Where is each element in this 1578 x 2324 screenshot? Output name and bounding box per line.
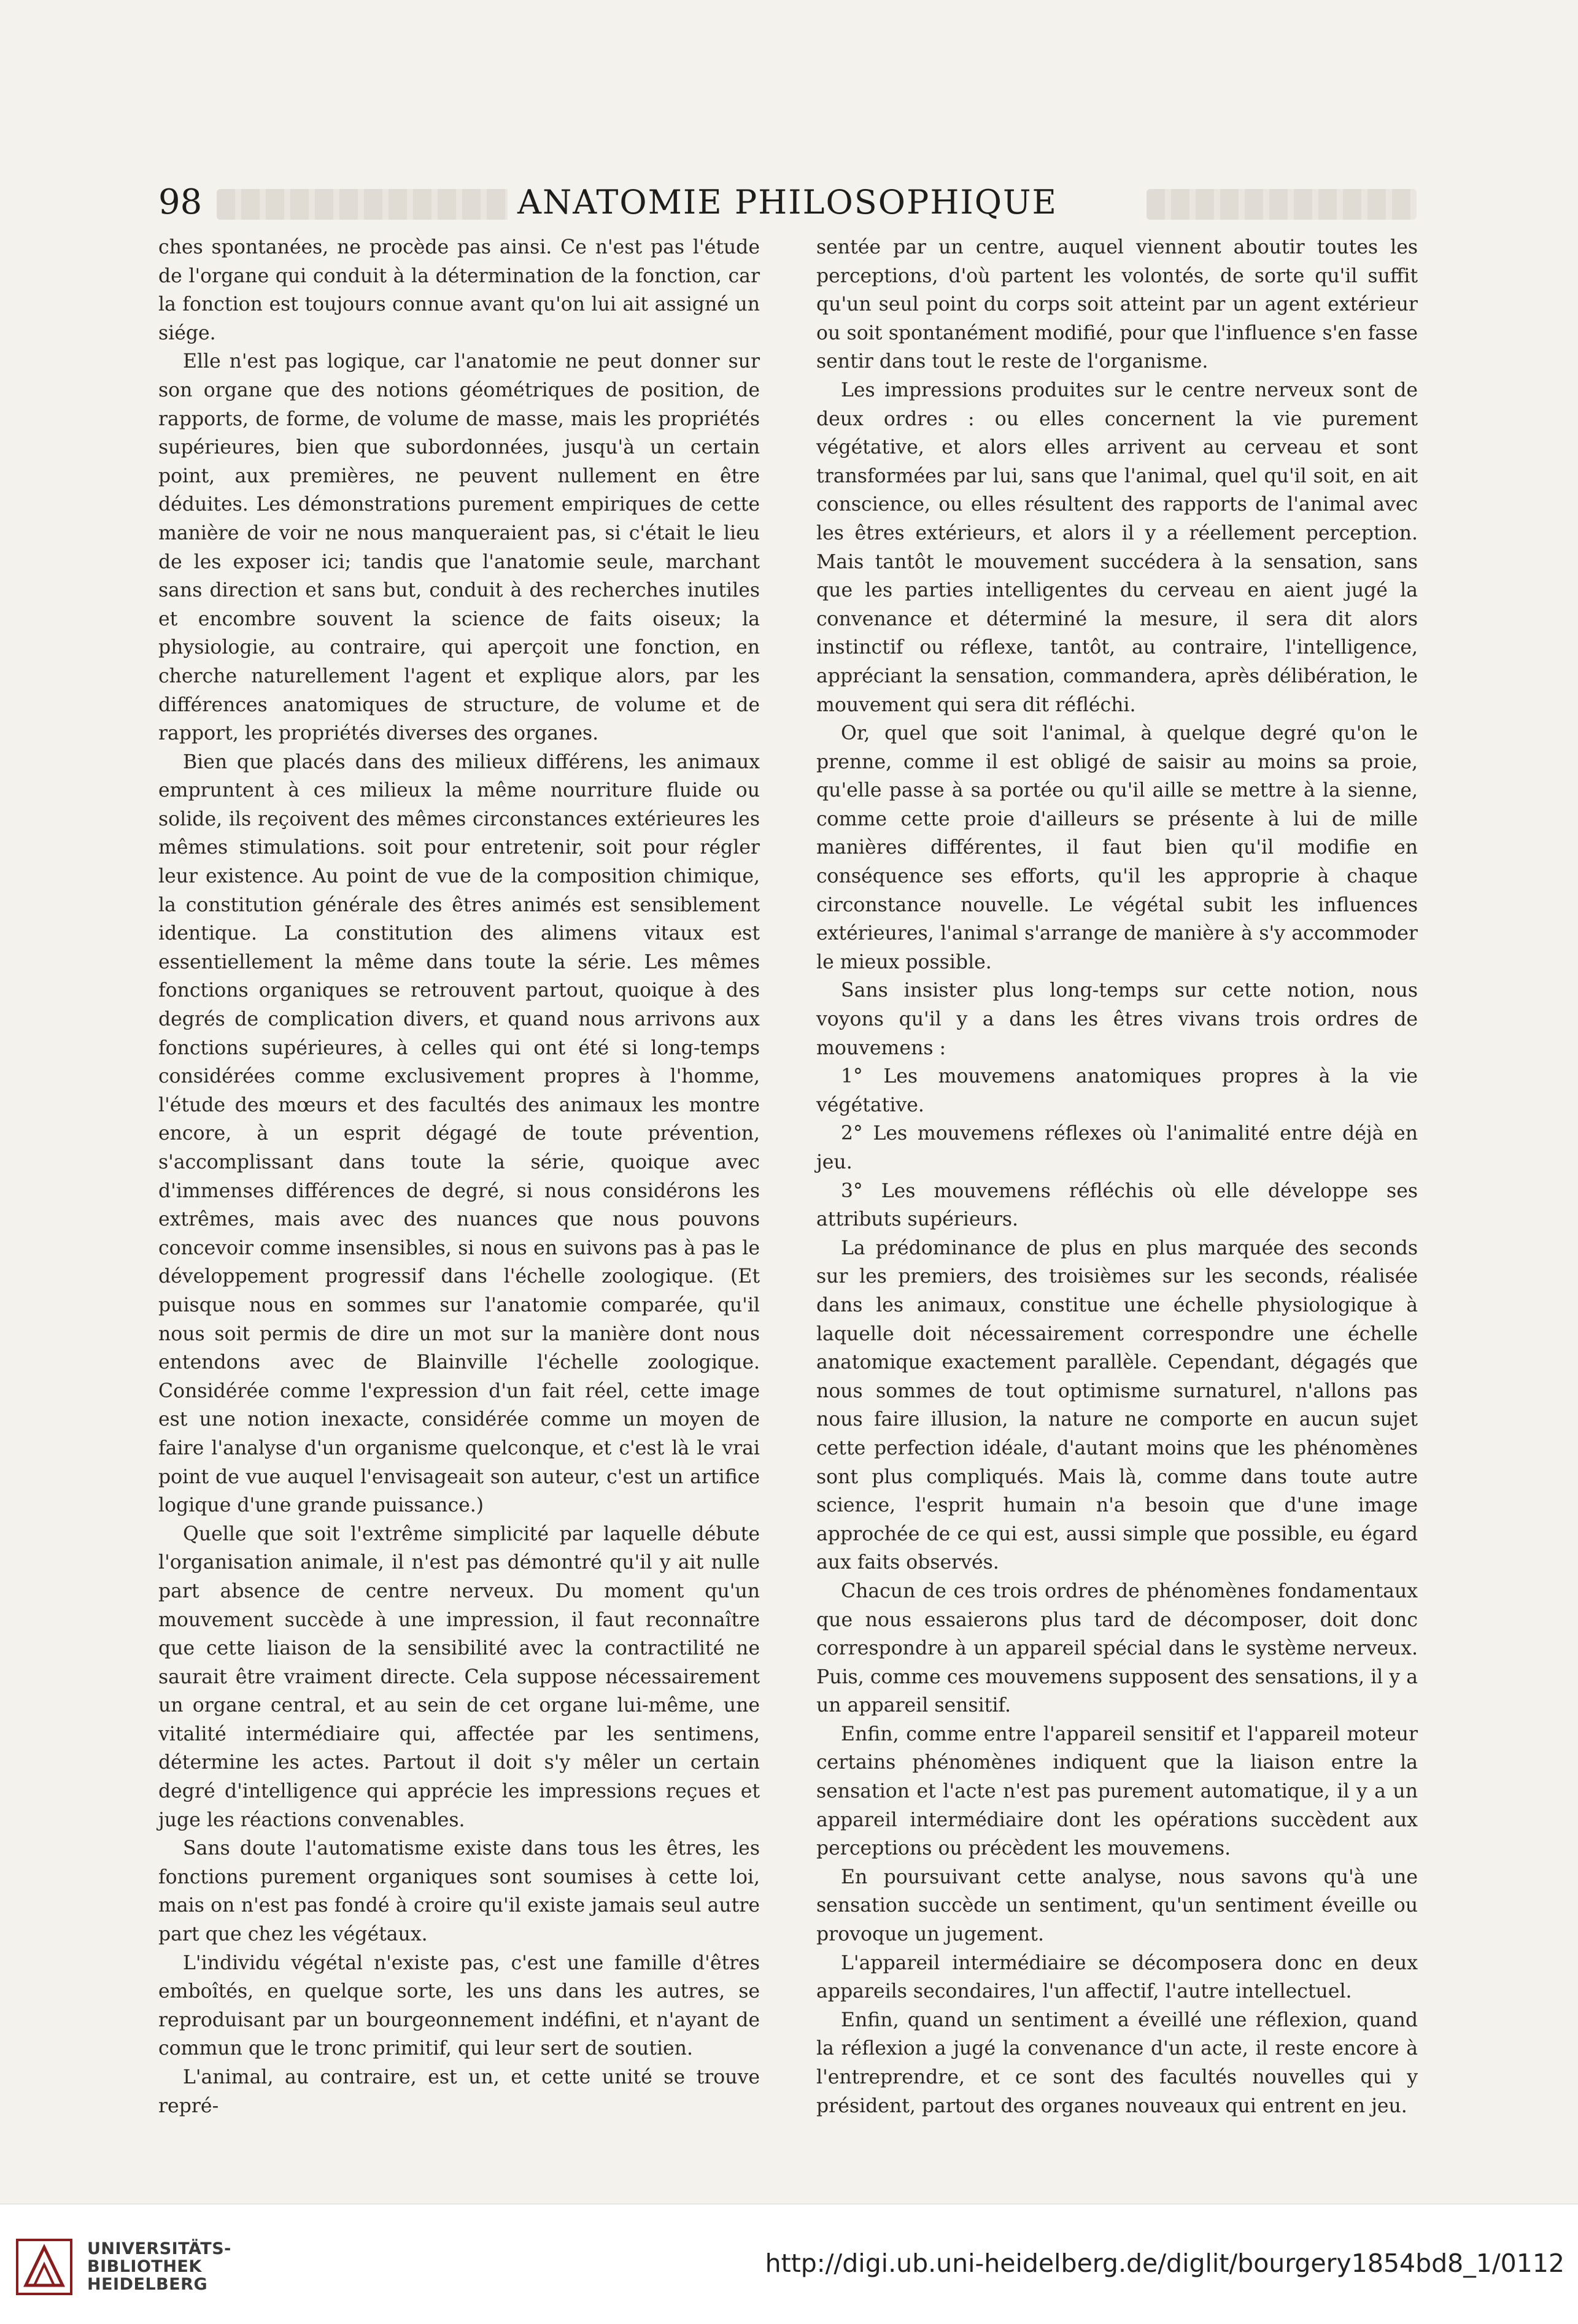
library-name-line-1: UNIVERSITÄTS-	[87, 2239, 231, 2258]
right-list-item-2: 2° Les mouvemens réflexes où l'animalité entre déjà en jeu.	[816, 1122, 1418, 1173]
left-paragraph-6: L'individu végétal n'existe pas, c'est une famille d'êtres emboîtés, en quelque sorte, les uns dans les autres, se reproduisant par un bourgeonnement indéfini, et n'ayant de commun que le tronc primitif, qui leur sert de soutien.	[158, 1951, 760, 2060]
right-paragraph-8: En poursuivant cette analyse, nous savons qu'à une sensation succède un sentiment, qu'un sentiment éveille ou provoque un jugement.	[816, 1866, 1418, 1946]
library-name-line-3: HEIDELBERG	[87, 2275, 208, 2294]
left-paragraph-1: ches spontanées, ne procède pas ainsi. Ce n'est pas l'étude de l'organe qui conduit à la détermination de la fonction, car la fonction est toujours connue avant qu'on lui ait assigné un siége.	[158, 236, 760, 344]
right-paragraph-6: Chacun de ces trois ordres de phénomènes fondamentaux que nous essaierons plus tard de décomposer, doit donc correspondre à un appareil spécial dans le système nerveux. Puis, comme ces mouvemens supposent des sensations, il y a un appareil sensitif.	[816, 1580, 1418, 1717]
permalink-url[interactable]: http://digi.ub.uni-heidelberg.de/diglit/bourgery1854bd8_1/0112	[765, 2249, 1564, 2278]
right-paragraph-3: Or, quel que soit l'animal, à quelque degré qu'on le prenne, comme il est obligé de saisir au moins sa proie, qu'elle passe à sa portée ou qu'il aille se mettre à la sienne, comme cette proie d'ailleurs se présente à lui de mille manières différentes, il faut bien qu'il modifie en conséquence ses efforts, qu'il les approprie à chaque circonstance nouvelle. Le végétal subit les influences extérieures, l'animal s'arrange de manière à s'y accommoder le mieux possible.	[816, 722, 1418, 973]
running-title-text: ANATOMIE PHILOSOPHIQUE	[508, 183, 1067, 222]
right-paragraph-4: Sans insister plus long-temps sur cette notion, nous voyons qu'il y a dans les êtres vivans trois ordres de mouvemens :	[816, 979, 1418, 1059]
right-paragraph-7: Enfin, comme entre l'appareil sensitif et l'appareil moteur certains phénomènes indiquent que la liaison entre la sensation et l'acte n'est pas purement automatique, il y a un appareil intermédiaire dont les opérations succèdent aux perceptions ou précèdent les mouvemens.	[816, 1723, 1418, 1860]
right-list-item-1: 1° Les mouvemens anatomiques propres à la vie végétative.	[816, 1065, 1418, 1116]
left-paragraph-4: Quelle que soit l'extrême simplicité par laquelle débute l'organisation animale, il n'est pas démontré qu'il y ait nulle part absence de centre nerveux. Du moment qu'un mouvement succède à une impression, il faut reconnaître que cette liaison de la sensibilité avec la contractilité ne saurait être vraiment directe. Cela suppose nécessairement un organe central, et au sein de cet organe lui-même, une vitalité intermédiaire qui, affectée par les sentimens, détermine les actes. Partout il doit s'y mêler un certain degré d'intelligence qui apprécie les impressions reçues et juge les réactions convenables.	[158, 1523, 760, 1831]
left-paragraph-5: Sans doute l'automatisme existe dans tous les êtres, les fonctions purement organiques sont soumises à cette loi, mais on n'est pas fondé à croire qu'il existe jamais seul autre part que chez les végétaux.	[158, 1837, 760, 1946]
right-paragraph-10: Enfin, quand un sentiment a éveillé une réflexion, quand la réflexion a jugé la convenance d'un acte, il reste encore à l'entreprendre, et ce sont des facultés nouvelles qui y président, partout des organes nouveaux qui entrent en jeu.	[816, 2009, 1418, 2117]
library-name[interactable]	[87, 2240, 231, 2293]
right-list-item-3: 3° Les mouvemens réfléchis où elle développe ses attributs supérieurs.	[816, 1179, 1418, 1231]
right-text-column	[816, 233, 1418, 2120]
left-paragraph-2: Elle n'est pas logique, car l'anatomie ne peut donner sur son organe que des notions géométriques de position, de rapports, de forme, de volume de masse, mais les propriétés supérieures, bien que subordonnées, jusqu'à un certain point, aux premières, ne peuvent nullement en être déduites. Les démonstrations purement empiriques de cette manière de voir ne nous manqueraient pas, si c'était le lieu de les exposer ici; tandis que l'anatomie seule, marchant sans direction et sans but, conduit à des recherches inutiles et encombre souvent la science de faits oiseux; la physiologie, au contraire, qui aperçoit une fonction, en cherche naturellement l'agent et explique alors, par les différences anatomiques de structure, de volume et de rapport, les propriétés diverses des organes.	[158, 350, 760, 745]
right-paragraph-2: Les impressions produites sur le centre nerveux sont de deux ordres : ou elles concernent la vie purement végétative, et alors elles arrivent au cerveau et sont transformées par lui, sans que l'animal, quel qu'il soit, en ait conscience, ou elles résultent des rapports de l'animal avec les êtres extérieurs, et alors il y a réellement perception. Mais tantôt le mouvement succédera à la sensation, sans que les parties intelligentes du cerveau en aient jugé la convenance et déterminé la mesure, il sera dit alors instinctif ou réflexe, tantôt, au contraire, l'intelligence, appréciant la sensation, commandera, après délibération, le mouvement qui sera dit réfléchi.	[816, 379, 1418, 716]
page-header	[158, 178, 1417, 227]
left-paragraph-7: L'animal, au contraire, est un, et cette unité se trouve repré-	[158, 2066, 760, 2117]
library-name-line-2: BIBLIOTHEK	[87, 2257, 202, 2276]
library-footer	[0, 2204, 1578, 2324]
university-seal-icon[interactable]	[16, 2239, 72, 2295]
left-text-column	[158, 233, 760, 2120]
right-paragraph-1: sentée par un centre, auquel viennent aboutir toutes les perceptions, d'où partent les volontés, de sorte qu'il suffit qu'un seul point du corps soit atteint par un agent extérieur ou soit spontanément modifié, pour que l'influence s'en fasse sentir dans tout le reste de l'organisme.	[816, 236, 1418, 373]
left-paragraph-3: Bien que placés dans des milieux différens, les animaux empruntent à ces milieux la même nourriture fluide ou solide, ils reçoivent des mêmes circonstances extérieures les mêmes stimulations. soit pour entretenir, soit pour régler leur existence. Au point de vue de la composition chimique, la constitution générale des êtres animés est sensiblement identique. La constitution des alimens vitaux est essentiellement la même dans toute la série. Les mêmes fonctions organiques se retrouvent partout, quoique à des degrés de complication divers, et quand nous arrivons aux fonctions supérieures, à celles qui ont été si long-temps considérées comme exclusivement propres à l'homme, l'étude des mœurs et des facultés des animaux les montre encore, à un esprit dégagé de toute prévention, s'accomplissant dans toute la série, quoique avec d'immenses différences de degré, si nous considérons les extrêmes, mais avec des nuances que nous pouvons concevoir comme insensibles, si nous en suivons pas à pas le développement progressif dans l'échelle zoologique. (Et puisque nous en sommes sur l'anatomie comparée, qu'il nous soit permis de dire un mot sur la manière dont nous entendons avec de Blainville l'échelle zoologique. Considérée comme l'expression d'un fait réel, cette image est une notion inexacte, considérée comme un moyen de faire l'analyse d'un organisme quelconque, et c'est là le vrai point de vue auquel l'envisageait son auteur, c'est un artifice logique d'une grande puissance.)	[158, 751, 760, 1517]
right-paragraph-9: L'appareil intermédiaire se décomposera donc en deux appareils secondaires, l'un affectif, l'autre intellectuel.	[816, 1951, 1418, 2003]
right-paragraph-5: La prédominance de plus en plus marquée des seconds sur les premiers, des troisièmes sur les seconds, réalisée dans les animaux, constitue une échelle physiologique à laquelle doit nécessairement correspondre une échelle anatomique exactement parallèle. Cependant, dégagés que nous sommes de tout optimisme surnaturel, n'allons pas nous faire illusion, la nature ne comporte en aucun sujet cette perfection idéale, d'autant moins que les phénomènes sont plus compliqués. Mais là, comme dans toute autre science, l'esprit humain n'a besoin que d'une image approchée de ce qui est, aussi simple que possible, eu égard aux faits observés.	[816, 1237, 1418, 1574]
running-title	[158, 178, 1417, 227]
page-number: 98	[158, 182, 203, 222]
